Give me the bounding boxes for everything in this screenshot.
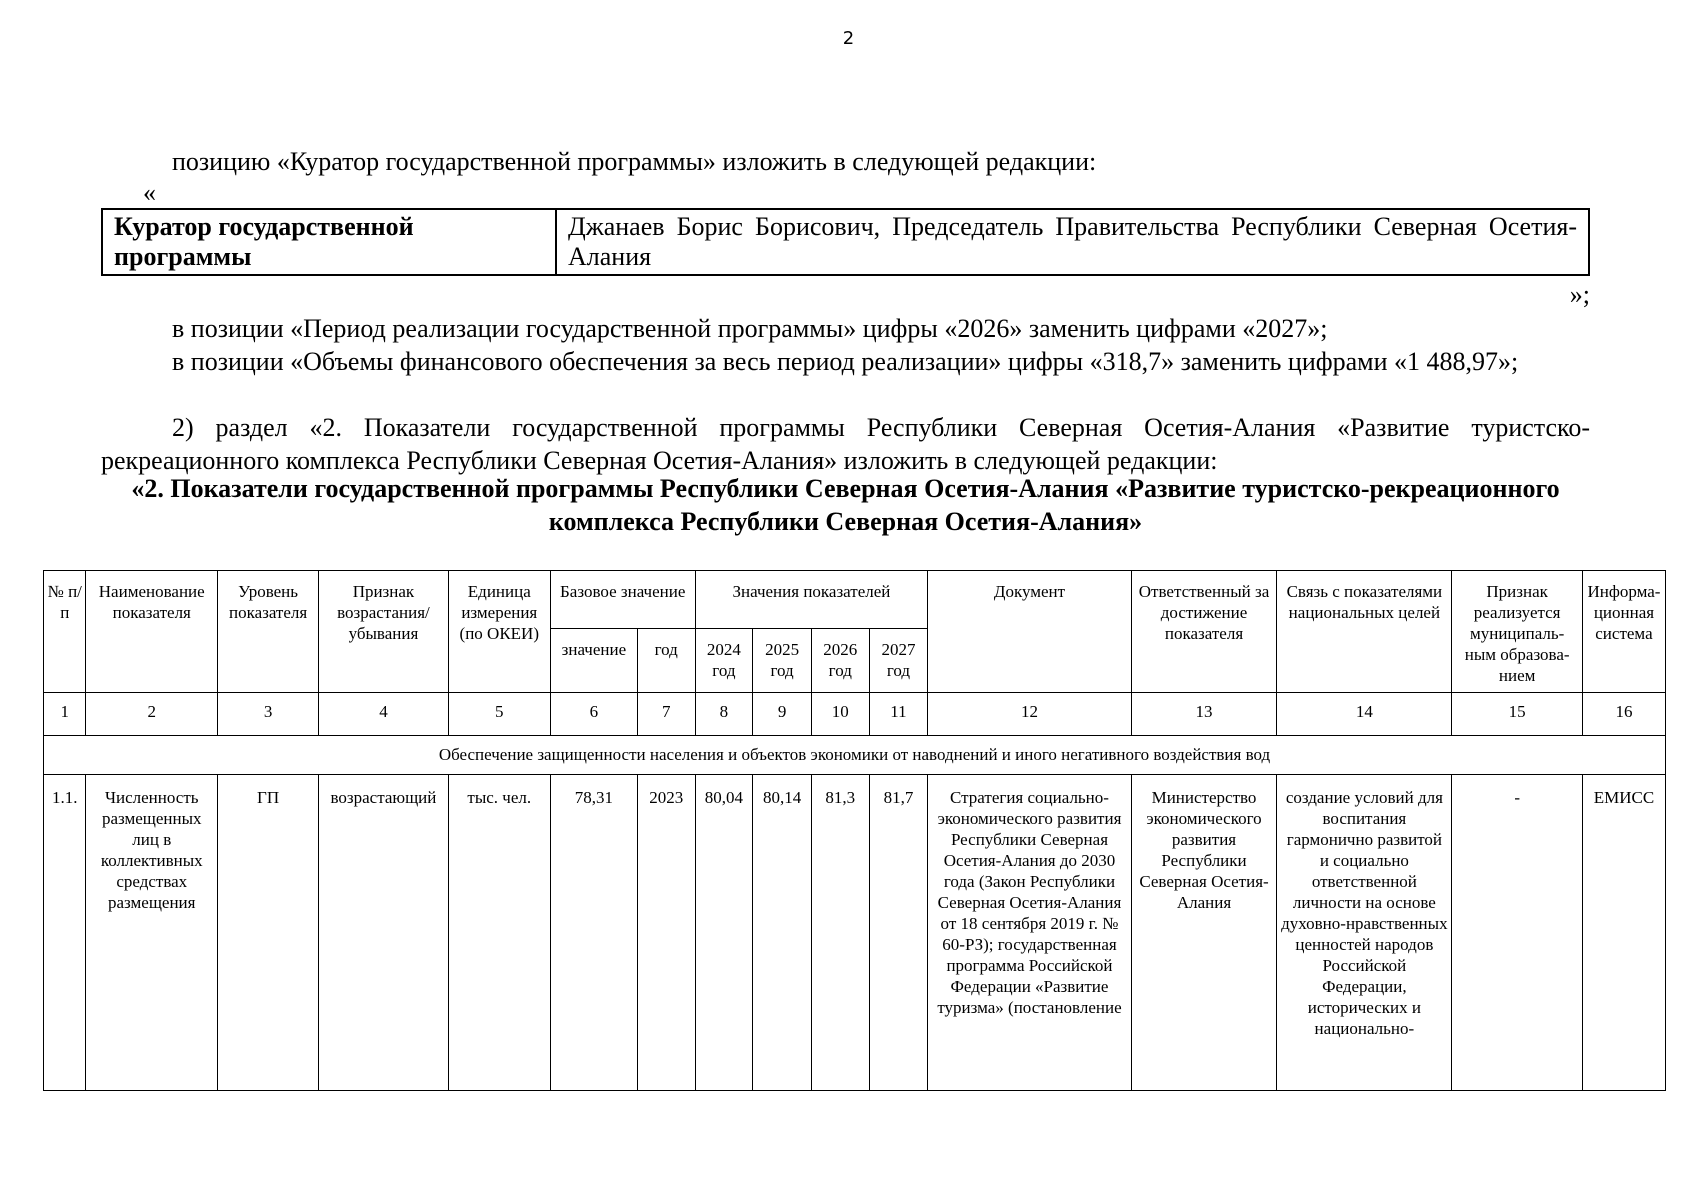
cell-level: ГП [218, 775, 319, 1091]
column-number: 11 [869, 693, 928, 736]
column-number: 3 [218, 693, 319, 736]
section-line: 2) раздел «2. Показатели государственной программы Республики Северная Осетия-Алания «Развитие туристско-рекреационного комплекса Республики Северная Осетия-Алания» изложить в следующей редакции: [101, 413, 1590, 475]
header-base-value: значение [550, 629, 637, 693]
cell-num: 1.1. [44, 775, 86, 1091]
header-document: Документ [928, 571, 1131, 693]
curator-table [101, 208, 1590, 276]
header-unit: Единица измерения (по ОКЕИ) [448, 571, 550, 693]
header-2026: 2026 год [811, 629, 869, 693]
column-number: 7 [637, 693, 695, 736]
cell-name: Численность размещенных лиц в коллективных средствах размещения [86, 775, 218, 1091]
column-number: 9 [753, 693, 812, 736]
header-municipal: Признак реализуется муниципаль-ным образова-нием [1452, 571, 1583, 693]
cell-2027: 81,7 [869, 775, 928, 1091]
cell-infosystem: ЕМИСС [1582, 775, 1665, 1091]
finance-line: в позиции «Объемы финансового обеспечения за весь период реализации» цифры «318,7» заменить цифрами «1 488,97»; [172, 347, 1519, 376]
column-number: 14 [1277, 693, 1452, 736]
cell-2025: 80,14 [753, 775, 812, 1091]
header-infosystem: Информа-ционная система [1582, 571, 1665, 693]
column-number: 2 [86, 693, 218, 736]
section-title: Обеспечение защищенности населения и объектов экономики от наводнений и иного негативного воздействия вод [44, 736, 1666, 775]
column-number: 1 [44, 693, 86, 736]
curator-label: Куратор государственной программы [102, 209, 556, 275]
column-number-row [44, 693, 1666, 736]
table-row [44, 775, 1666, 1091]
header-goals: Связь с показателями национальных целей [1277, 571, 1452, 693]
header-row-1 [44, 571, 1666, 629]
column-number: 8 [695, 693, 753, 736]
cell-goals: создание условий для воспитания гармонично развитой и социально ответственной личности на основе духовно-нравственных ценностей народов Российской Федерации, исторических и национально- [1277, 775, 1452, 1091]
header-num: № п/п [44, 571, 86, 693]
cell-unit: тыс. чел. [448, 775, 550, 1091]
header-2027: 2027 год [869, 629, 928, 693]
cell-responsible: Министерство экономического развития Республики Северная Осетия-Алания [1131, 775, 1277, 1091]
curator-row [102, 209, 1589, 275]
section-title-row [44, 736, 1666, 775]
column-number: 13 [1131, 693, 1277, 736]
header-base: Базовое значение [550, 571, 695, 629]
column-number: 5 [448, 693, 550, 736]
page-number: 2 [842, 28, 855, 49]
curator-value: Джанаев Борис Борисович, Председатель Правительства Республики Северная Осетия-Алания [556, 209, 1589, 275]
header-base-year: год [637, 629, 695, 693]
open-quote: « [143, 178, 156, 207]
header-name: Наименование показателя [86, 571, 218, 693]
cell-base-value: 78,31 [550, 775, 637, 1091]
header-2025: 2025 год [753, 629, 812, 693]
column-number: 10 [811, 693, 869, 736]
header-2024: 2024 год [695, 629, 753, 693]
section-heading: «2. Показатели государственной программы Республики Северная Осетия-Алания «Развитие туристско-рекреационного комплекса Республики Северная Осетия-Алания» [131, 474, 1560, 536]
indicators-table [43, 570, 1666, 1091]
column-number: 6 [550, 693, 637, 736]
cell-base-year: 2023 [637, 775, 695, 1091]
close-quote: »; [1569, 280, 1590, 309]
header-values: Значения показателей [695, 571, 928, 629]
header-level: Уровень показателя [218, 571, 319, 693]
cell-2024: 80,04 [695, 775, 753, 1091]
cell-trend: возрастающий [319, 775, 449, 1091]
period-line: в позиции «Период реализации государственной программы» цифры «2026» заменить цифрами «2027»; [172, 314, 1328, 343]
column-number: 16 [1582, 693, 1665, 736]
cell-document: Стратегия социально-экономического развития Республики Северная Осетия-Алания до 2030 года (Закон Республики Северная Осетия-Алания от 18 сентября 2019 г. № 60-РЗ); государственная программа Российской Федерации «Развитие туризма» (постановление [928, 775, 1131, 1091]
header-responsible: Ответственный за достижение показателя [1131, 571, 1277, 693]
intro-line: позицию «Куратор государственной программы» изложить в следующей редакции: [172, 147, 1097, 176]
cell-2026: 81,3 [811, 775, 869, 1091]
cell-municipal: - [1452, 775, 1583, 1091]
column-number: 15 [1452, 693, 1583, 736]
column-number: 12 [928, 693, 1131, 736]
column-number: 4 [319, 693, 449, 736]
header-trend: Признак возрастания/ убывания [319, 571, 449, 693]
